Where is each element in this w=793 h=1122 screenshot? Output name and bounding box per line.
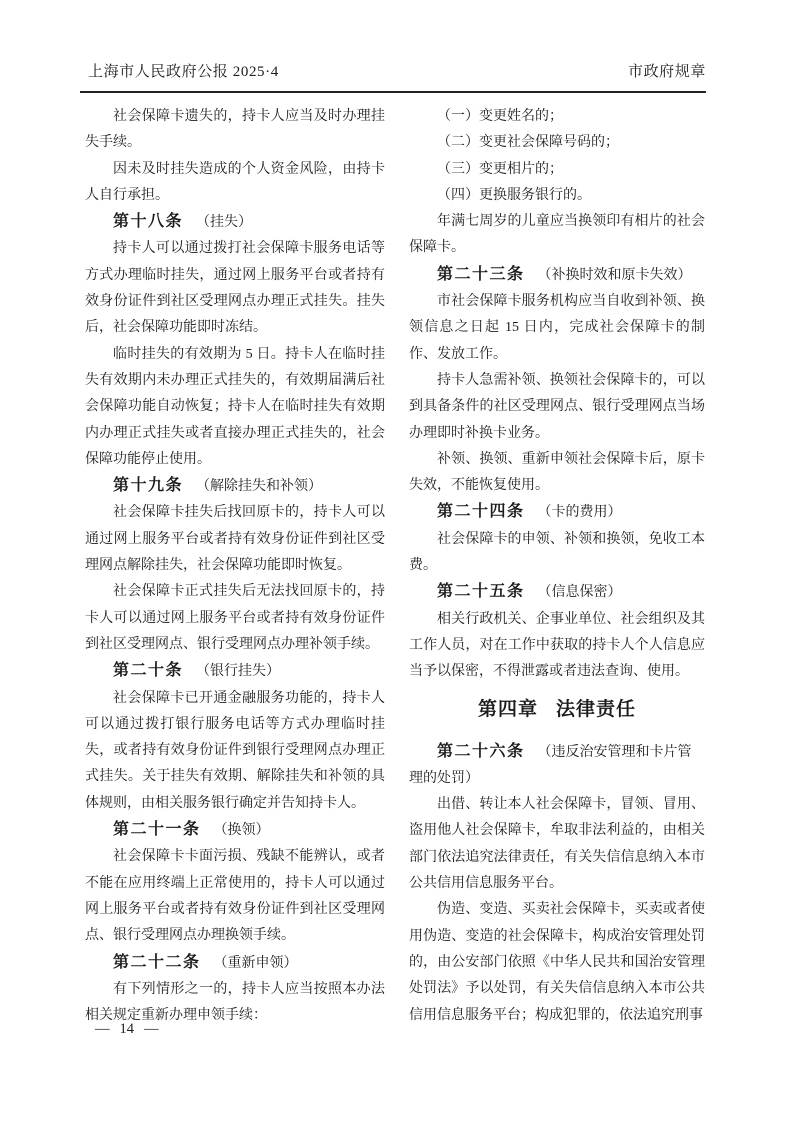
chapter-number: 第四章 (477, 698, 538, 720)
paragraph: 社会保障卡正式挂失后无法找回原卡的，持卡人可以通过网上服务平台或者持有效身份证件到社区受理网点、银行受理网点办理补领手续。 (85, 584, 385, 652)
left-column (85, 104, 385, 1029)
page-footer (95, 1021, 159, 1038)
article-title: （换领） (213, 823, 270, 839)
paragraph: （四）更换服务银行的。 (437, 187, 591, 203)
article-number: 第十八条 (113, 213, 184, 231)
header-rule (80, 91, 706, 93)
article-heading (85, 209, 385, 236)
article-number: 第二十三条 (437, 265, 525, 283)
article-heading (409, 579, 705, 606)
article-number: 第二十一条 (113, 821, 201, 839)
right-column (409, 104, 705, 1029)
article-title: （违反治安管理和卡片管理的处罚） (409, 744, 692, 786)
article-heading (409, 262, 705, 289)
article-number: 第二十六条 (437, 742, 525, 760)
article-number: 第二十条 (113, 662, 184, 680)
article-heading (85, 473, 385, 500)
article-heading (409, 739, 705, 793)
section-label: 市政府规章 (627, 64, 706, 80)
paragraph: （二）变更社会保障号码的； (437, 135, 619, 151)
article-title: （解除挂失和补领） (196, 479, 323, 495)
paragraph: 持卡人可以通过拨打社会保障卡服务电话等方式办理临时挂失，通过网上服务平台或者持有效身份证件到社区受理网点办理正式挂失。挂失后，社会保障功能即时冻结。 (85, 241, 385, 336)
article-title: （补换时效和原卡失效） (537, 267, 692, 283)
paragraph: 市社会保障卡服务机构应当自收到补领、换领信息之日起 15 日内，完成社会保障卡的制作、发放工作。 (409, 294, 705, 362)
article-number: 第二十五条 (437, 583, 525, 601)
article-number: 第二十四条 (437, 503, 525, 521)
article-heading (85, 950, 385, 977)
paragraph: 临时挂失的有效期为 5 日。持卡人在临时挂失有效期内未办理正式挂失的，有效期届满后社会保障功能自动恢复；持卡人在临时挂失有效期内办理正式挂失或者直接办理正式挂失的，社会保障功能停止使用。 (85, 346, 385, 467)
article-title: （卡的费用） (537, 505, 622, 521)
article-title: （信息保密） (537, 585, 622, 601)
paragraph: （一）变更姓名的； (437, 109, 563, 124)
paragraph: 社会保障卡挂失后找回原卡的，持卡人可以通过网上服务平台或者持有效身份证件到社区受理网点解除挂失，社会保障功能即时恢复。 (85, 505, 385, 574)
paragraph: 出借、转让本人社会保障卡，冒领、冒用、盗用他人社会保障卡，牟取非法利益的，由相关部门依法追究法律责任，有关失信信息纳入本市公共信用信息服务平台。 (409, 797, 705, 892)
article-number: 第十九条 (113, 477, 184, 495)
paragraph: 社会保障卡已开通金融服务功能的，持卡人可以通过拨打银行服务电话等方式办理临时挂失，或者持有效身份证件到银行受理网点办理正式挂失。关于挂失有效期、解除挂失和补领的具体规则，由相关服务银行确定并告知持卡人。 (85, 690, 385, 811)
gazette-title: 上海市人民政府公报 2025·4 (88, 64, 279, 80)
document-body (85, 104, 705, 1029)
page-header (88, 60, 706, 81)
article-heading (85, 658, 385, 685)
paragraph: 有下列情形之一的，持卡人应当按照本办法相关规定重新办理申领手续： (85, 981, 385, 1024)
article-title: （银行挂失） (196, 664, 281, 680)
paragraph: 相关行政机关、企事业单位、社会组织及其工作人员，对在工作中获取的持卡人个人信息应当予以保密，不得泄露或者违法查询、使用。 (409, 611, 705, 680)
footer-dash-right: — (144, 1021, 159, 1037)
article-title: （重新申领） (213, 955, 298, 971)
footer-dash-left: — (95, 1021, 110, 1037)
chapter-heading (409, 695, 705, 725)
article-heading (409, 499, 705, 526)
page-number: 14 (119, 1021, 134, 1037)
paragraph: 社会保障卡遗失的，持卡人应当及时办理挂失手续。 (85, 109, 385, 151)
chapter-title: 法律责任 (556, 698, 637, 720)
paragraph: 社会保障卡的申领、补领和换领，免收工本费。 (409, 531, 705, 574)
article-heading (85, 817, 385, 844)
paragraph: 持卡人急需补领、换领社会保障卡的，可以到具备条件的社区受理网点、银行受理网点当场办理即时补换卡业务。 (409, 372, 705, 441)
article-number: 第二十二条 (113, 953, 201, 971)
paragraph: 伪造、变造、买卖社会保障卡，买卖或者使用伪造、变造的社会保障卡，构成治安管理处罚的，由公安部门依照《中华人民共和国治安管理处罚法》予以处罚，有关失信信息纳入本市公共信用信息服务平台；构成犯罪的，依法追究刑事 (409, 902, 705, 1023)
paragraph: 社会保障卡卡面污损、残缺不能辨认，或者不能在应用终端上正常使用的，持卡人可以通过网上服务平台或者持有效身份证件到社区受理网点、银行受理网点办理换领手续。 (85, 849, 385, 944)
paragraph: 补领、换领、重新申领社会保障卡后，原卡失效，不能恢复使用。 (409, 451, 705, 494)
paragraph: 因未及时挂失造成的个人资金风险，由持卡人自行承担。 (85, 161, 385, 203)
paragraph: （三）变更相片的； (437, 161, 563, 177)
article-title: （挂失） (196, 215, 253, 231)
paragraph: 年满七周岁的儿童应当换领印有相片的社会保障卡。 (409, 214, 705, 256)
